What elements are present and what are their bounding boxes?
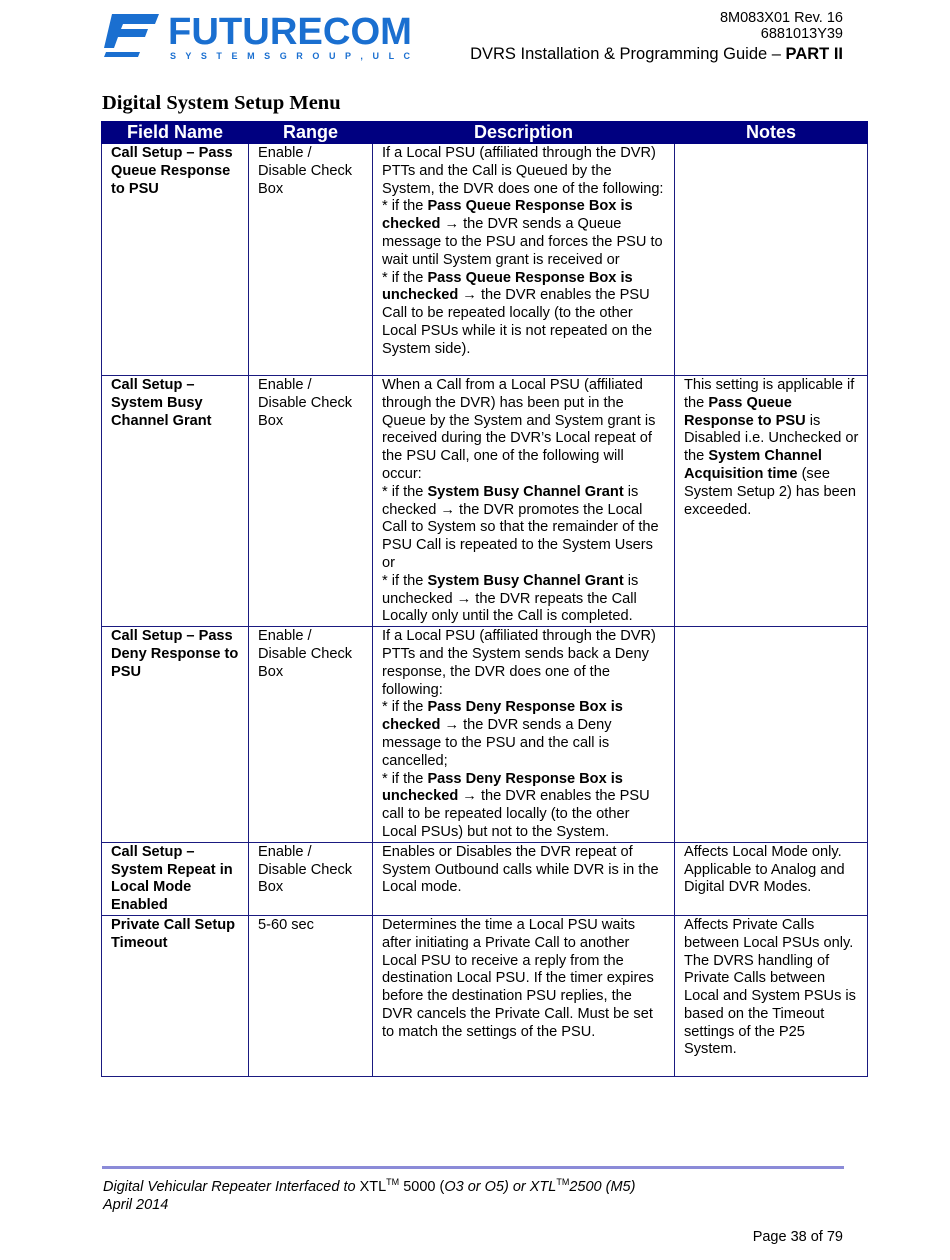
document-header [470,10,843,64]
description-cell [373,842,675,915]
cell-text-segment: (see System Setup 2) has been exceeded. [684,465,856,518]
footer-xtl: XTL [359,1178,387,1195]
cell-text-segment: * if the [382,770,428,787]
cell-text-segment: → the DVR enables the PSU Call to be repeated locally (to the other Local PSUs while it is not repeated on the System side). [382,287,653,357]
col-header-field-name: Field Name [102,122,249,144]
col-header-description: Description [373,122,675,144]
description-cell [373,627,675,843]
cell-text-segment: * if the [382,198,428,215]
emphasis-text: System Channel Acquisition time [684,448,822,482]
description-cell [373,376,675,627]
field-name-cell: Call Setup – System Busy Channel Grant [102,376,249,627]
col-header-notes: Notes [675,122,868,144]
field-name-cell: Call Setup – Pass Queue Response to PSU [102,144,249,376]
cell-text-segment: Determines the time a Local PSU waits after initiating a Private Call to another Local PSU to receive a reply from the destination Local PSU. If the timer expires before the destination PSU replies, the DVR cancels the Private Call. Must be set to match the settings of the PSU. [382,916,654,1040]
guide-title-text: DVRS Installation & Programming Guide – [470,45,786,63]
cell-text-segment: is Disabled i.e. Unchecked or the [684,412,859,465]
cell-text-segment: → the DVR enables the PSU call to be repeated locally (to the other Local PSUs) but not to the System. [382,788,650,840]
cell-text-segment: Enables or Disables the DVR repeat of System Outbound calls while DVR is in the Local mode. [382,843,659,896]
page-number: Page 38 of 79 [752,1229,843,1245]
doc-number: 8M083X01 Rev. 16 [719,10,843,26]
table-row [102,915,868,1076]
col-header-range: Range [249,122,373,144]
footer-model: 5000 ( [399,1178,445,1195]
emphasis-text: System Busy Channel Grant [427,572,624,589]
emphasis-text: Pass Queue Response Box is checked [382,198,633,233]
notes-cell [675,376,868,627]
description-cell [373,915,675,1076]
table-row [102,627,868,843]
cell-text-segment: When a Call from a Local PSU (affiliated through the DVR) has been put in the Queue by the System and System grant is received during the DVR’s Local repeat of the PSU Call, one of the following will occur: [382,377,656,482]
cell-text-segment: If a Local PSU (affiliated through the DVR) PTTs and the Call is Queued by the System, the DVR does one of the following: [382,145,664,197]
footer-model-variants: O3 or O5) or XTL [444,1178,557,1195]
cell-text-segment: * if the [382,572,428,589]
emphasis-text: Pass Deny Response Box is checked [382,699,623,734]
table-row [102,842,868,915]
table-row [102,144,868,376]
notes-cell [675,144,868,376]
footer-title-part: Digital Vehicular Repeater Interfaced to [103,1178,360,1195]
cell-text-segment: is checked → the DVR promotes the Local Call to System so that the remainder of the PSU Call is repeated to the System Users or [382,483,659,571]
footer-tm: TM [386,1177,400,1187]
field-name-cell: Call Setup – Pass Deny Response to PSU [102,627,249,843]
range-cell: Enable / Disable Check Box [249,627,373,843]
cell-text-segment: → the DVR sends a Queue message to the PSU and forces the PSU to wait until System grant is received or [382,216,663,268]
footer-divider [102,1166,844,1169]
range-cell: Enable / Disable Check Box [249,842,373,915]
footer-tm: TM [556,1177,570,1187]
notes-cell [675,915,868,1076]
logo-subtext: S Y S T E M S G R O U P , U L C [170,51,411,61]
cell-text-segment: * if the [382,699,428,716]
cell-text-segment: * if the [382,483,428,500]
field-name-cell: Call Setup – System Repeat in Local Mode Enabled [102,842,249,915]
table-header-row [102,122,868,144]
description-cell [373,144,675,376]
range-cell: 5-60 sec [249,915,373,1076]
cell-text-segment: This setting is applicable if the [684,377,855,411]
notes-cell [675,842,868,915]
emphasis-text: Pass Deny Response Box is unchecked [382,770,623,805]
cell-text-segment: Affects Local Mode only. Applicable to Analog and Digital DVR Modes. [684,843,845,896]
cell-text-segment: The DVRS handling of Private Calls between Local and System PSUs is based on the Timeout settings of the P25 System. [684,952,856,1058]
setup-menu-table [101,121,868,1077]
guide-part: PART II [785,45,843,63]
table-row [102,376,868,627]
range-cell: Enable / Disable Check Box [249,376,373,627]
logo-wordmark: FUTURECOM [168,11,412,53]
footer [103,1173,635,1214]
cell-text-segment: If a Local PSU (affiliated through the DVR) PTTs and the System sends back a Deny response, the DVR does one of the following: [382,628,656,698]
emphasis-text: Pass Queue Response to PSU [684,394,806,429]
field-name-cell: Private Call Setup Timeout [102,915,249,1076]
section-title: Digital System Setup Menu [102,92,341,114]
emphasis-text: Pass Queue Response Box is unchecked [382,269,633,304]
cell-text-segment: * if the [382,269,428,286]
futurecom-logo [104,10,414,62]
footer-doc-title [103,1173,635,1196]
cell-text-segment: → the DVR sends a Deny message to the PSU and the call is cancelled; [382,717,612,769]
cell-text-segment: Affects Private Calls between Local PSUs only. [684,916,854,951]
footer-date: April 2014 [103,1196,169,1213]
footer-model-m5: 2500 (M5) [569,1178,636,1195]
emphasis-text: System Busy Channel Grant [427,483,624,500]
guide-title [470,44,843,64]
part-number: 6881013Y39 [760,26,843,42]
range-cell: Enable / Disable Check Box [249,144,373,376]
notes-cell [675,627,868,843]
cell-text-segment: is unchecked → the DVR repeats the Call Locally only until the Call is completed. [382,572,639,625]
